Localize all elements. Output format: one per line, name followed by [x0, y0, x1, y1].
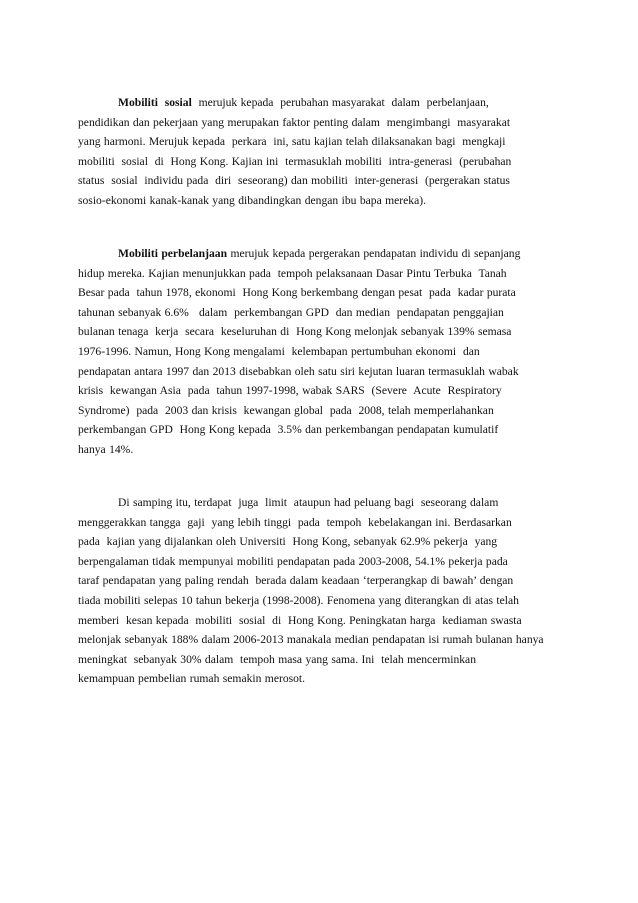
paragraph-line: melonjak sebanyak 188% dalam 2006-2013 manakala median pendapatan isi rumah bulanan hanya — [78, 633, 544, 647]
paragraph-line: bulanan tenaga kerja secara keseluruhan di Hong Kong melonjak sebanyak 139% semasa — [78, 325, 512, 339]
paragraph-text: merujuk kepada pergerakan pendapatan individu di sepanjang — [227, 247, 521, 261]
paragraph-line — [78, 93, 610, 113]
paragraph-line: 1976-1996. Namun, Hong Kong mengalami kelembapan pertumbuhan ekonomi dan — [78, 345, 480, 359]
paragraph-line: sosio-ekonomi kanak-kanak yang dibandingkan dengan ibu bapa mereka). — [78, 193, 426, 207]
paragraph-line: Besar pada tahun 1978, ekonomi Hong Kong berkembang dengan pesat pada kadar purata — [78, 286, 516, 300]
paragraph-line: kemampuan pembelian rumah semakin merosot. — [78, 672, 306, 686]
paragraph-line: status sosial individu pada diri seseorang) dan mobiliti inter-generasi (pergerakan status — [78, 174, 510, 188]
paragraph-line: krisis kewangan Asia pada tahun 1997-1998, wabak SARS (Severe Acute Respiratory — [78, 384, 502, 398]
paragraph-line: Syndrome) pada 2003 dan krisis kewangan global pada 2008, telah memperlahankan — [78, 403, 494, 417]
paragraph-limit-peluang — [78, 493, 610, 689]
term-mobiliti-perbelanjaan: Mobiliti perbelanjaan — [118, 247, 228, 261]
paragraph-line: pendapatan antara 1997 dan 2013 disebabkan oleh satu siri kejutan luaran termasuklah wabak — [78, 364, 519, 378]
paragraph-line: taraf pendapatan yang paling rendah berada dalam keadaan ‘terperangkap di bawah’ dengan — [78, 574, 514, 588]
paragraph-line: perkembangan GPD Hong Kong kepada 3.5% dan perkembangan pendapatan kumulatif — [78, 423, 499, 437]
paragraph-line: mobiliti sosial di Hong Kong. Kajian ini termasuklah mobiliti intra-generasi (perubahan — [78, 154, 512, 168]
paragraph-line: Di samping itu, terdapat juga limit ataupun had peluang bagi seseorang dalam — [118, 496, 499, 510]
paragraph-line: berpengalaman tidak mempunyai mobiliti pendapatan pada 2003-2008, 54.1% pekerja pada — [78, 554, 508, 568]
paragraph-line: pada kajian yang dijalankan oleh Universiti Hong Kong, sebanyak 62.9% pekerja yang — [78, 535, 498, 549]
paragraph-line: pendidikan dan pekerjaan yang merupakan faktor penting dalam mengimbangi masyarakat — [78, 115, 511, 129]
paragraph-line: tiada mobiliti selepas 10 tahun bekerja (1998-2008). Fenomena yang diterangkan di atas telah — [78, 594, 519, 608]
paragraph-line: yang harmoni. Merujuk kepada perkara ini, satu kajian telah dilaksanakan bagi mengkaji — [78, 135, 506, 149]
paragraph-text: merujuk kepada perubahan masyarakat dalam perbelanjaan, — [191, 96, 489, 109]
paragraph-mobiliti-sosial — [78, 93, 610, 211]
paragraph-line: hidup mereka. Kajian menunjukkan pada tempoh pelaksanaan Dasar Pintu Terbuka Tanah — [78, 266, 507, 280]
paragraph-line: memberi kesan kepada mobiliti sosial di Hong Kong. Peningkatan harga kediaman swasta — [78, 613, 522, 627]
paragraph-mobiliti-perbelanjaan — [78, 244, 610, 460]
document-page — [78, 93, 610, 723]
paragraph-line: menggerakkan tangga gaji yang lebih tinggi pada tempoh kebelakangan ini. Berdasarkan — [78, 515, 512, 529]
paragraph-line: meningkat sebanyak 30% dalam tempoh masa yang sama. Ini telah mencerminkan — [78, 652, 476, 666]
paragraph-line: tahunan sebanyak 6.6% dalam perkembangan GPD dan median pendapatan penggajian — [78, 305, 504, 319]
term-mobiliti-sosial: Mobiliti sosial — [118, 96, 192, 109]
paragraph-line — [78, 244, 610, 264]
paragraph-line: hanya 14%. — [78, 443, 134, 456]
